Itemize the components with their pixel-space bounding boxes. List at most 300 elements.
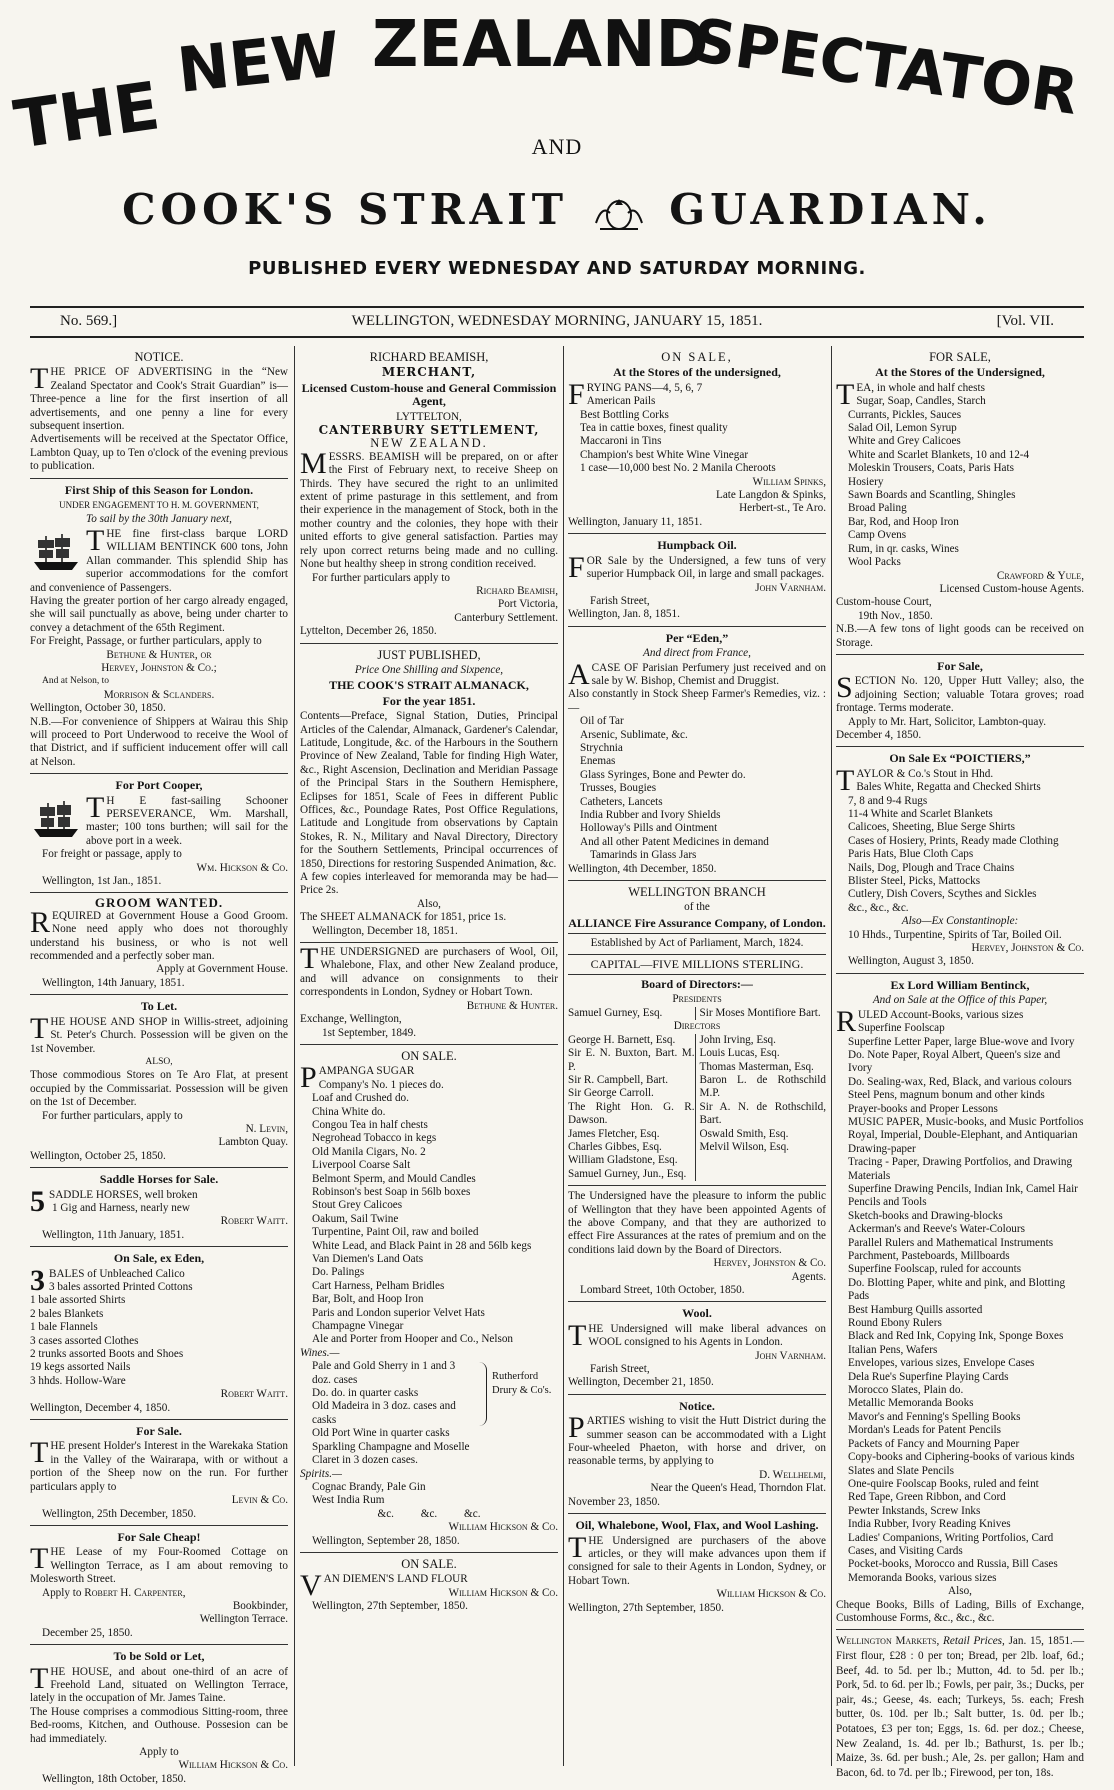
list-item: Royal, Imperial, Double-Elephant, and Antiquarian Drawing-paper [848, 1129, 1078, 1155]
title-word-new: NEW [173, 17, 344, 107]
list-item: Do. Blotting Paper, white and pink, and Blotting Pads [848, 1276, 1066, 1303]
list-item: 2 bales Blankets [30, 1307, 104, 1320]
ad-heading: Ex Lord William Bentinck, [890, 977, 1030, 992]
ad-notice [30, 346, 288, 479]
sailing-ship-icon [30, 530, 82, 574]
ad-alliance-assurance [568, 881, 826, 1302]
ad-date: December 25, 1850. [42, 1626, 133, 1639]
ad-saddle-horses [30, 1168, 288, 1247]
ad-body: For further particulars apply to [312, 571, 450, 584]
list-item: Bar, Rod, and Hoop Iron [848, 515, 959, 528]
ad-heading: Notice. [679, 1398, 715, 1413]
ad-body: 10 Hhds., Turpentine, Spirits of Tar, Boiled Oil. [848, 928, 1062, 941]
ad-subheading: CAPITAL—FIVE MILLIONS STERLING. [590, 956, 804, 971]
ad-date: November 23, 1850. [568, 1495, 660, 1508]
ad-heading: RICHARD BEAMISH, [369, 350, 489, 364]
list-item: 1 case—10,000 best No. 2 Manila Cheroots [580, 462, 776, 475]
ad-heading: To be Sold or Let, [113, 1649, 205, 1664]
ad-body: 3 BALES of Unbleached Calico [30, 1263, 185, 1297]
list-item: &c., &c., &c. [848, 901, 909, 914]
ad-body: Apply to Robert H. Carpenter, [42, 1586, 186, 1599]
list-item: Envelopes, various sizes, Envelope Cases [848, 1357, 1035, 1370]
drop-cap: T [30, 1436, 49, 1470]
list-item: Do. do. in quarter casks [312, 1387, 419, 1400]
list-item: Steel Pens, magnum bonum and other kinds [848, 1089, 1045, 1102]
list-item: Baron L. de Rothschild M.P. [699, 1073, 826, 1100]
ad-to-let [30, 995, 288, 1168]
ad-date: Wellington, December 21, 1850. [568, 1376, 714, 1389]
ad-heading: NOTICE. [134, 350, 184, 364]
ad-port-cooper [30, 774, 288, 893]
drop-cap: M [300, 446, 327, 480]
list-item: Hosiery [848, 475, 884, 488]
ad-body: ACASE OF Parisian Perfumery just received and on sale by W. Bishop, Chemist and Druggist. [568, 657, 826, 691]
ad-date: Wellington, 14th January, 1851. [42, 976, 185, 989]
ad-signature: Bethune & Hunter, or [106, 648, 212, 661]
drop-cap: T [568, 1318, 587, 1352]
drop-cap: S [836, 671, 853, 705]
ad-hutt-phaeton [568, 1395, 826, 1514]
ad-body: THE Lease of my Four-Roomed Cottage on Wellington Terrace, as I am about removing to Molesworth Street. [30, 1542, 288, 1586]
list-item: White and Grey Calicoes [848, 435, 961, 448]
list-item: Rum, in qr. casks, Wines [848, 542, 959, 555]
volume-number: [Vol. VII. [996, 313, 1054, 329]
ad-signature: William Spinks, [752, 475, 826, 488]
ad-date: Wellington, December 4, 1850. [30, 1401, 171, 1414]
publication-schedule: PUBLISHED EVERY WEDNESDAY AND SATURDAY MORNING. [248, 258, 866, 279]
ad-subheading: Spirits.— [300, 1467, 342, 1480]
list-item: Claret in 3 dozen cases. [312, 1454, 418, 1467]
ad-signature: William Hickson & Co. [178, 1759, 288, 1772]
ad-heading: For Sale. [136, 1424, 182, 1439]
ad-body: FOR Sale by the Undersigned, a few tuns of very superior Humpback Oil, in large and small packages. [568, 550, 826, 584]
list-item: Samuel Gurney, Jun., Esq. [568, 1167, 687, 1180]
ad-body: Apply at Government House. [156, 963, 288, 976]
market-prices [836, 1634, 1084, 1780]
list-item: Company's No. 1 pieces do. [318, 1078, 444, 1091]
ad-almanack [300, 644, 558, 944]
ad-body: Also constantly in Stock Sheep Farmer's Remedies, viz. :— [568, 688, 826, 714]
ad-subheading: NEW ZEALAND. [370, 436, 488, 451]
column-2 [300, 346, 558, 1766]
ad-body: THE HOUSE, and about one-third of an acre of Freehold Land, situated on Wellington Terrace, lately in the occupation of Mr. James Taine. [30, 1661, 288, 1705]
ad-date: Wellington, 4th December, 1850. [568, 862, 717, 875]
ad-subheading: Presidents [672, 993, 722, 1006]
list-item: West India Rum [312, 1494, 385, 1507]
list-item: Turpentine, Paint Oil, raw and boiled [312, 1226, 479, 1239]
list-item: Enemas [580, 755, 616, 768]
list-item: Tea in cattie boxes, finest quality [580, 422, 728, 435]
ad-signature: D. Wellhelmi, [759, 1468, 826, 1481]
ad-subheading: At the Stores of the undersigned, [613, 365, 781, 380]
list-item: TEA, in whole and half chests [836, 377, 985, 411]
column-4 [836, 346, 1085, 1779]
list-item: Paris Hats, Blue Cloth Caps [848, 848, 974, 861]
ad-subheading: Price One Shilling and Sixpence, [354, 663, 504, 676]
drop-cap: T [836, 377, 855, 411]
ad-heading: JUST PUBLISHED, [377, 647, 481, 662]
list-item: Blister Steel, Picks, Mattocks [848, 875, 981, 888]
ad-date: 1st September, 1849. [322, 1026, 417, 1039]
list-item: Sir R. Campbell, Bart. [568, 1073, 669, 1086]
ad-perfumery [568, 627, 826, 881]
list-item: Ackerman's and Reeve's Water-Colours [848, 1223, 1025, 1236]
ad-heading: On Sale Ex “POICTIERS,” [889, 751, 1031, 766]
ad-body: Custom-house Court, [836, 596, 932, 609]
list-item: 19 kegs assorted Nails [30, 1361, 131, 1374]
ad-ex-poictiers [836, 747, 1084, 974]
ad-subheading: THE COOK'S STRAIT ALMANACK, [329, 678, 529, 693]
ad-spinks [568, 346, 826, 534]
list-item: Pocket-books, Morocco and Russia, Bill Cases [848, 1558, 1058, 1571]
ad-body: Apply to [139, 1746, 179, 1758]
list-item: Copy-books and Ciphering-books of various kinds [848, 1451, 1075, 1464]
list-item: George H. Barnett, Esq. [568, 1033, 676, 1046]
list-item: Sparkling Champagne and Moselle [312, 1440, 470, 1453]
list-item: Pewter Inkstands, Screw Inks [848, 1504, 981, 1517]
drop-cap: F [568, 377, 585, 411]
ad-vdl-flour [300, 1553, 558, 1618]
ad-body: THE PRICE OF ADVERTISING in the “New Zealand Spectator and Cook's Strait Guardian” is—Three-pence a line for the first insertion of all advertisements, and one penny a line for every subsequent insertion. [30, 362, 288, 433]
list-item: Pale and Gold Sherry in 1 and 3 doz. cases [312, 1360, 456, 1386]
ad-ex-eden [30, 1247, 288, 1420]
ad-signature: Late Langdon & Spinks, [716, 489, 826, 502]
sailing-ship-icon [30, 797, 82, 841]
market-lead-italic: Retail Prices, [943, 1635, 1005, 1648]
divider [568, 954, 826, 955]
divider [568, 933, 826, 934]
ad-body: THE UNDERSIGNED are purchasers of Wool, Oil, Whalebone, Flax, and other New Zealand produce, and will advance on consignments to their correspondents in London, Sydney or Hobart Town. [300, 942, 558, 999]
list-item: Cases of Hosiery, Prints, Ready made Clothing [848, 834, 1059, 847]
ad-body: And all other Patent Medicines in demand [580, 835, 769, 848]
ad-body: A few copies interleaved for memoranda may be had—Price 2s. [300, 871, 558, 897]
ad-heading: FOR SALE, [929, 350, 991, 364]
drop-cap: T [836, 763, 855, 797]
list-item: Belmont Sperm, and Mould Candles [312, 1172, 476, 1185]
list-item: Black and Red Ink, Copying Ink, Sponge Boxes Italian Pens, Wafers [848, 1330, 1064, 1356]
wines-block [300, 1360, 558, 1467]
ad-oil-whalebone [568, 1514, 826, 1619]
ad-body: &c. &c. &c. [377, 1507, 481, 1520]
ad-date: Wellington, Jan. 8, 1851. [568, 608, 680, 621]
wine-bracket [472, 1362, 487, 1426]
list-item: Packets of Fancy and Mourning Paper [848, 1437, 1020, 1450]
ad-body: THE HOUSE AND SHOP in Willis-street, adjoining St. Peter's Church. Possession will be given on the 1st November. [30, 1011, 288, 1055]
list-item: Trusses, Bougies [580, 782, 657, 795]
list-item: 3 hhds. Hollow-Ware [30, 1374, 126, 1387]
directors-table [568, 1034, 826, 1181]
ad-heading: Per “Eden,” [665, 630, 729, 645]
ad-subheading: UNDER ENGAGEMENT TO H. M. GOVERNMENT, [59, 500, 259, 511]
list-item: The Right Hon. G. R. Dawson. [568, 1100, 695, 1127]
list-item: Van Diemen's Land Oats [312, 1253, 424, 1265]
crest-icon [592, 193, 646, 233]
ad-subheading: Licensed Custom-house and General Commission Agent, [301, 380, 557, 409]
ad-subheading: MERCHANT, [381, 365, 477, 380]
list-item: Mordan's Leads for Patent Pencils [848, 1424, 1002, 1437]
ad-heading: On Sale, ex Eden, [113, 1251, 205, 1266]
ad-body: For Freight, Passage, or further particulars, apply to [30, 635, 262, 648]
ad-heading: For Port Cooper, [115, 778, 203, 793]
ad-signature: Robert Waitt. [220, 1388, 288, 1401]
ad-date: Wellington, December 18, 1851. [312, 924, 458, 937]
ad-subheading: At the Stores of the Undersigned, [875, 365, 1045, 380]
list-item: RULED Account-Books, various sizes [836, 1004, 1024, 1038]
list-item: Do. Note Paper, Royal Albert, Queen's size and Ivory [848, 1048, 1061, 1075]
list-item: John Irving, Esq. [699, 1033, 776, 1046]
spirit-list [300, 1481, 558, 1508]
ad-signature: Port Victoria, [497, 598, 558, 611]
ad-signature: Crawford & Yule, [996, 569, 1084, 582]
list-item: 1 bale assorted Shirts [30, 1294, 126, 1307]
column-divider [563, 346, 564, 1766]
president-name: Samuel Gurney, Esq. [568, 1006, 663, 1019]
ad-also: ALSO, [145, 1056, 173, 1067]
ad-body: T H E fast-sailing Schooner PERSEVERANCE, Wm. Marshall, master; 100 tons burthen; will sail for the above port in a week. [86, 790, 288, 847]
ad-also: Also—Ex Constantinople: [901, 915, 1019, 928]
ad-signature: William Hickson & Co. [716, 1588, 826, 1601]
list-item: Sir George Carroll. [568, 1087, 654, 1100]
list-item: Parallel Rulers and Mathematical Instruments [848, 1236, 1054, 1249]
ad-wool [568, 1302, 826, 1394]
ad-signature: Robert Waitt. [220, 1215, 288, 1228]
list-item: Sir A. N. de Rothschild, Bart. [699, 1100, 826, 1127]
masthead [0, 0, 1114, 285]
list-item: India Rubber, Ivory Reading Knives [848, 1518, 1011, 1531]
list-item: Stout Grey Calicoes [312, 1199, 403, 1212]
drop-cap: F [568, 550, 585, 584]
ad-body: 5 SADDLE HORSES, well broken [30, 1184, 198, 1218]
column-1 [30, 346, 288, 1785]
ad-signature: Hervey, Johnston & Co. [971, 942, 1084, 955]
list-item: Negrohead Tobacco in kegs [312, 1132, 437, 1145]
ad-body: The House comprises a commodious Sitting-room, three Bed-rooms, Kitchen, and Outhouse. Possesion can be had immediately. [30, 1705, 288, 1745]
list-item: Cart Harness, Pelham Bridles [312, 1279, 445, 1292]
ad-body: THE fine first-class barque LORD WILLIAM BENTINCK 600 tons, John Allan commander. This splendid Ship has superior accommodations for the comfort and convenience of Passengers. [30, 523, 288, 594]
ad-signature: Agents. [791, 1270, 826, 1283]
list-item: Oswald Smith, Esq. [699, 1127, 789, 1140]
list-item: Loaf and Crushed do. [312, 1092, 409, 1105]
list-item: Broad Paling [848, 502, 907, 515]
list-item: 3 cases assorted Clothes [30, 1334, 139, 1347]
ad-body: Advertisements will be received at the Spectator Office, Lambton Quay, up to Ten o'clock of the evening previous to publication. [30, 433, 288, 473]
ad-signature: Hervey, Johnston & Co. [713, 1257, 826, 1270]
ad-heading: ON SALE. [401, 1556, 457, 1571]
market-text: Jan. 15, 1851.—First flour, £28 : 0 per ton; Bread, per 2lb. loaf, 6d.; Beef, 4d. to 5d. per lb.; Mutton, 4d. to 5d. per lb.; Pork, 5d. to 6d. per lb.; Fowls, per pair, 3s.; Ducks, per pair, 4s.; Geese, 4s. each; Turkeys, 5s. each; Fresh butter, 0s. 10d. per lb.; Salt butter, 1s. 0d. per lb.; Potatoes, £3 per ton; Eggs, 1s. 6d. per doz.; Cheese, New Zealand, 1s. 4d. per lb.; Bathurst, 1s. per lb.; Maize, 3s. 6d. per bush.; Ale, 2s. per gallon; Ham and Bacon, 6d. to 7d. per lb.; Firewood, per ton, 18s. [836, 1635, 1085, 1779]
list-item: 3 bales assorted Printed Cottons [49, 1281, 193, 1293]
list-item: Currants, Pickles, Sauces [848, 408, 962, 421]
list-item: Moleskin Trousers, Coats, Paris Hats [848, 462, 1014, 475]
ad-crawford-yule [836, 346, 1084, 655]
list-item: Holloway's Pills and Ointment [580, 822, 718, 835]
list-item: 2 trunks assorted Boots and Shoes [30, 1348, 184, 1361]
list-item: Thomas Masterman, Esq. [699, 1060, 814, 1073]
drop-cap: P [568, 1411, 585, 1445]
masthead-and: AND [531, 134, 583, 159]
directors-right [695, 1034, 827, 1181]
issue-number: No. 569.] [60, 313, 118, 329]
list-item: Best Bottling Corks [580, 408, 669, 421]
ad-subheading: Directors [673, 1020, 721, 1033]
ad-heading: For Sale Cheap! [117, 1529, 201, 1544]
list-item: Arsenic, Sublimate, &c. [580, 728, 688, 741]
dateline-bar [30, 306, 1084, 338]
ad-purchasers [300, 943, 558, 1045]
ad-body: Apply to Mr. Hart, Solicitor, Lambton-quay. [848, 715, 1046, 728]
list-item: Sugar, Soap, Candles, Starch [856, 395, 986, 408]
ad-for-sale-cheap [30, 1526, 288, 1645]
ad-stationery [836, 974, 1084, 1631]
ad-date: 19th Nov., 1850. [858, 609, 933, 622]
ad-date: Lombard Street, 10th October, 1850. [580, 1284, 745, 1296]
ad-subheading: And direct from France, [643, 647, 751, 660]
ad-body: For further particulars, apply to [42, 1109, 183, 1122]
list-item: Old Madeira in 3 doz. cases and casks [312, 1400, 456, 1426]
ad-subheading: Wines.— [300, 1346, 340, 1359]
list-item: Bales White, Regatta and Checked Shirts [856, 781, 1041, 794]
ad-body: 1 Gig and Harness, nearly new [52, 1201, 190, 1214]
list-item: Liverpool Coarse Salt [312, 1159, 411, 1172]
list-item: Memoranda Books, various sizes [848, 1571, 997, 1584]
list-item: Champion's best White Wine Vinegar [580, 448, 749, 461]
subtitle-left: COOK'S STRAIT [122, 185, 568, 234]
ad-subheading: To sail by the 30th January next, [86, 513, 232, 526]
list-item: Wool Packs [848, 556, 901, 569]
column-divider [831, 346, 832, 1766]
directors-left [568, 1034, 695, 1181]
list-item: Superfine Foolscap [858, 1022, 945, 1035]
ad-body: N.B.—A few tons of light goods can be received on Storage. [836, 623, 1084, 649]
list-item: Congou Tea in half chests [312, 1118, 428, 1131]
goods-list [568, 715, 826, 836]
list-item: Old Manila Cigars, No. 2 [312, 1145, 426, 1158]
list-item: Slates and Slate Pencils [848, 1464, 954, 1477]
columns [30, 346, 1085, 1785]
list-item: Do. Sealing-wax, Red, Black, and various colours [848, 1075, 1072, 1088]
ad-date: Wellington, 25th December, 1850. [42, 1507, 196, 1520]
ad-heading: ON SALE, [661, 350, 733, 364]
ad-sold-or-let [30, 1645, 288, 1790]
list-item: James Fletcher, Esq. [568, 1127, 660, 1140]
list-item: Oakum, Sail Twine [312, 1212, 399, 1225]
drop-numeral: 3 [30, 1263, 45, 1297]
list-item: Nails, Dog, Plough and Trace Chains [848, 861, 1015, 874]
ad-subheading: of the [684, 901, 710, 914]
list-item: One-quire Foolscap Books, ruled and feint [848, 1477, 1039, 1490]
drop-cap: T [30, 362, 49, 396]
list-item: Robinson's best Soap in 56lb boxes [312, 1185, 471, 1198]
ad-section-for-sale [836, 655, 1084, 747]
ad-date: Lyttelton, December 26, 1850. [300, 625, 437, 638]
ad-humpback-oil [568, 534, 826, 626]
ad-date: Wellington, September 28, 1850. [312, 1534, 460, 1547]
list-item: TAYLOR & Co.'s Stout in Hhd. [836, 763, 994, 797]
list-item: Cognac Brandy, Pale Gin [312, 1480, 426, 1493]
drop-cap: T [30, 1542, 49, 1576]
list-item: Round Ebony Rulers [848, 1317, 942, 1330]
goods-list [836, 781, 1084, 915]
ad-signature: John Varnham. [755, 1349, 826, 1362]
list-item: Cutlery, Dish Covers, Scythes and Sickles [848, 888, 1037, 901]
ad-signature: William Hickson & Co. [448, 1521, 558, 1534]
list-item: Champagne Vinegar [312, 1320, 404, 1333]
ad-body: Those commodious Stores on Te Aro Flat, at present occupied by the Commissariat. Possession will be given on the 1st of December. [30, 1069, 288, 1109]
ad-also: Also, [417, 897, 441, 910]
ad-also: Also, [948, 1585, 972, 1598]
ad-signature: John Varnham. [755, 581, 826, 594]
list-item: Parchment, Pasteboards, Millboards [848, 1250, 1010, 1262]
goods-list [836, 395, 1084, 569]
list-item: MUSIC PAPER, Music-books, and Music Portfolios [848, 1115, 1084, 1128]
list-item: White Lead, and Black Paint in 28 and 56lb kegs [312, 1239, 532, 1252]
list-item: Louis Lucas, Esq. [699, 1047, 780, 1060]
list-item: Superfine Foolscap, ruled for accounts [848, 1263, 1022, 1276]
list-item: Ale and Porter from Hooper and Co., Nelson [312, 1333, 514, 1346]
ad-date: Wellington, 27th September, 1850. [312, 1600, 468, 1613]
drop-cap: P [300, 1061, 317, 1095]
ad-body: SECTION No. 120, Upper Hutt Valley; also, the adjoining Section; valuable Totara groves; road frontage. Terms moderate. [836, 671, 1084, 715]
ad-body: Farish Street, [590, 1363, 650, 1376]
list-item: William Gladstone, Esq. [568, 1154, 678, 1167]
ad-body: Established by Act of Parliament, March, 1824. [590, 937, 804, 950]
ad-on-sale-sugar [300, 1045, 558, 1553]
list-item: Sawn Boards and Scantling, Shingles [848, 489, 1016, 502]
ad-signature: Richard Beamish, [476, 584, 558, 597]
list-item: Charles Gibbes, Esq. [568, 1140, 662, 1153]
issue-date: WELLINGTON, WEDNESDAY MORNING, JANUARY 15, 1851. [351, 313, 763, 329]
list-item: 1 bale Flannels [30, 1321, 98, 1334]
ad-body: PARTIES wishing to visit the Hutt District during the summer season can be accommodated with a Light Four-wheeled Phaeton, with horse and driver, on reasonable terms, by applying to [568, 1411, 826, 1468]
drop-cap: R [30, 905, 51, 939]
ad-body: Contents—Preface, Signal Station, Duties, Principal Articles of the Calendar, Almanack, Gardener's Calendar, Latitude, Longitude, &c. of the Harbours in the Southern Province of New Zealand, Table for finding High Water, &c., Right Ascension, Declination and Meridian Passage of the Principal Stars in the Southern Hemisphere, Eclipses for 1851, Scale of Fees in different Public Offices, &c., Poundage Rates, Post Office Regulations, Latitude and Longitude from observations by Captain Stokes, R. N., Military and Naval Directory, Directory for the Southern Settlements, Principal occurrences of 1850, Directions for restoring Suspended Animation, &c. [300, 710, 558, 870]
ad-signature: Morrison & Sclanders. [103, 688, 215, 701]
list-item: Mavor's and Fenning's Spelling Books [848, 1410, 1021, 1423]
ad-date: December 4, 1850. [836, 728, 922, 741]
ad-date: Wellington, 11th January, 1851. [42, 1228, 185, 1241]
ad-station-for-sale [30, 1420, 288, 1526]
drop-numeral: 5 [30, 1184, 45, 1218]
list-item: Metallic Memoranda Books [848, 1397, 974, 1410]
list-item: Best Hamburg Quills assorted [848, 1303, 983, 1316]
list-item: Bar, Bolt, and Hoop Iron [312, 1293, 424, 1306]
ad-date: Wellington, October 30, 1850. [30, 702, 166, 715]
list-item: Calicoes, Sheeting, Blue Serge Shirts [848, 821, 1015, 834]
ad-body: Exchange, Wellington, [300, 1013, 402, 1026]
ad-signature: Bethune & Hunter. [466, 999, 558, 1012]
list-item: Glass Syringes, Bone and Pewter do. [580, 768, 746, 781]
list-item: Oil of Tar [580, 715, 624, 728]
ad-signature: And at Nelson, to [42, 676, 110, 687]
goods-list [568, 395, 826, 475]
ad-heading: WELLINGTON BRANCH [628, 885, 766, 900]
list-item: China White do. [312, 1105, 386, 1118]
drop-cap: A [568, 657, 590, 691]
ad-body: THE present Holder's Interest in the Warekaka Station in the Valley of the Wairarapa, with or without a portion of the Sheep now on the run. For further particulars apply to [30, 1436, 288, 1493]
column-3 [568, 346, 826, 1766]
masthead-subtitle [0, 185, 1114, 234]
ad-body: VAN DIEMEN'S LAND FLOUR [300, 1569, 468, 1603]
drop-cap: T [30, 1661, 49, 1695]
ad-date: Wellington, October 25, 1850. [30, 1149, 166, 1162]
ad-subheading: And on Sale at the Office of this Paper, [872, 994, 1048, 1007]
title-word-zealand: ZEALAND [372, 8, 709, 82]
ad-groom-wanted [30, 893, 288, 995]
list-item: Maccaroni in Tins [580, 435, 662, 448]
list-item: Superfine Letter Paper, large Blue-wove and Ivory [848, 1035, 1075, 1048]
ad-body: The SHEET ALMANACK for 1851, price 1s. [300, 911, 507, 924]
list-item: PAMPANGA SUGAR [300, 1061, 415, 1095]
drop-cap: T [86, 790, 105, 824]
